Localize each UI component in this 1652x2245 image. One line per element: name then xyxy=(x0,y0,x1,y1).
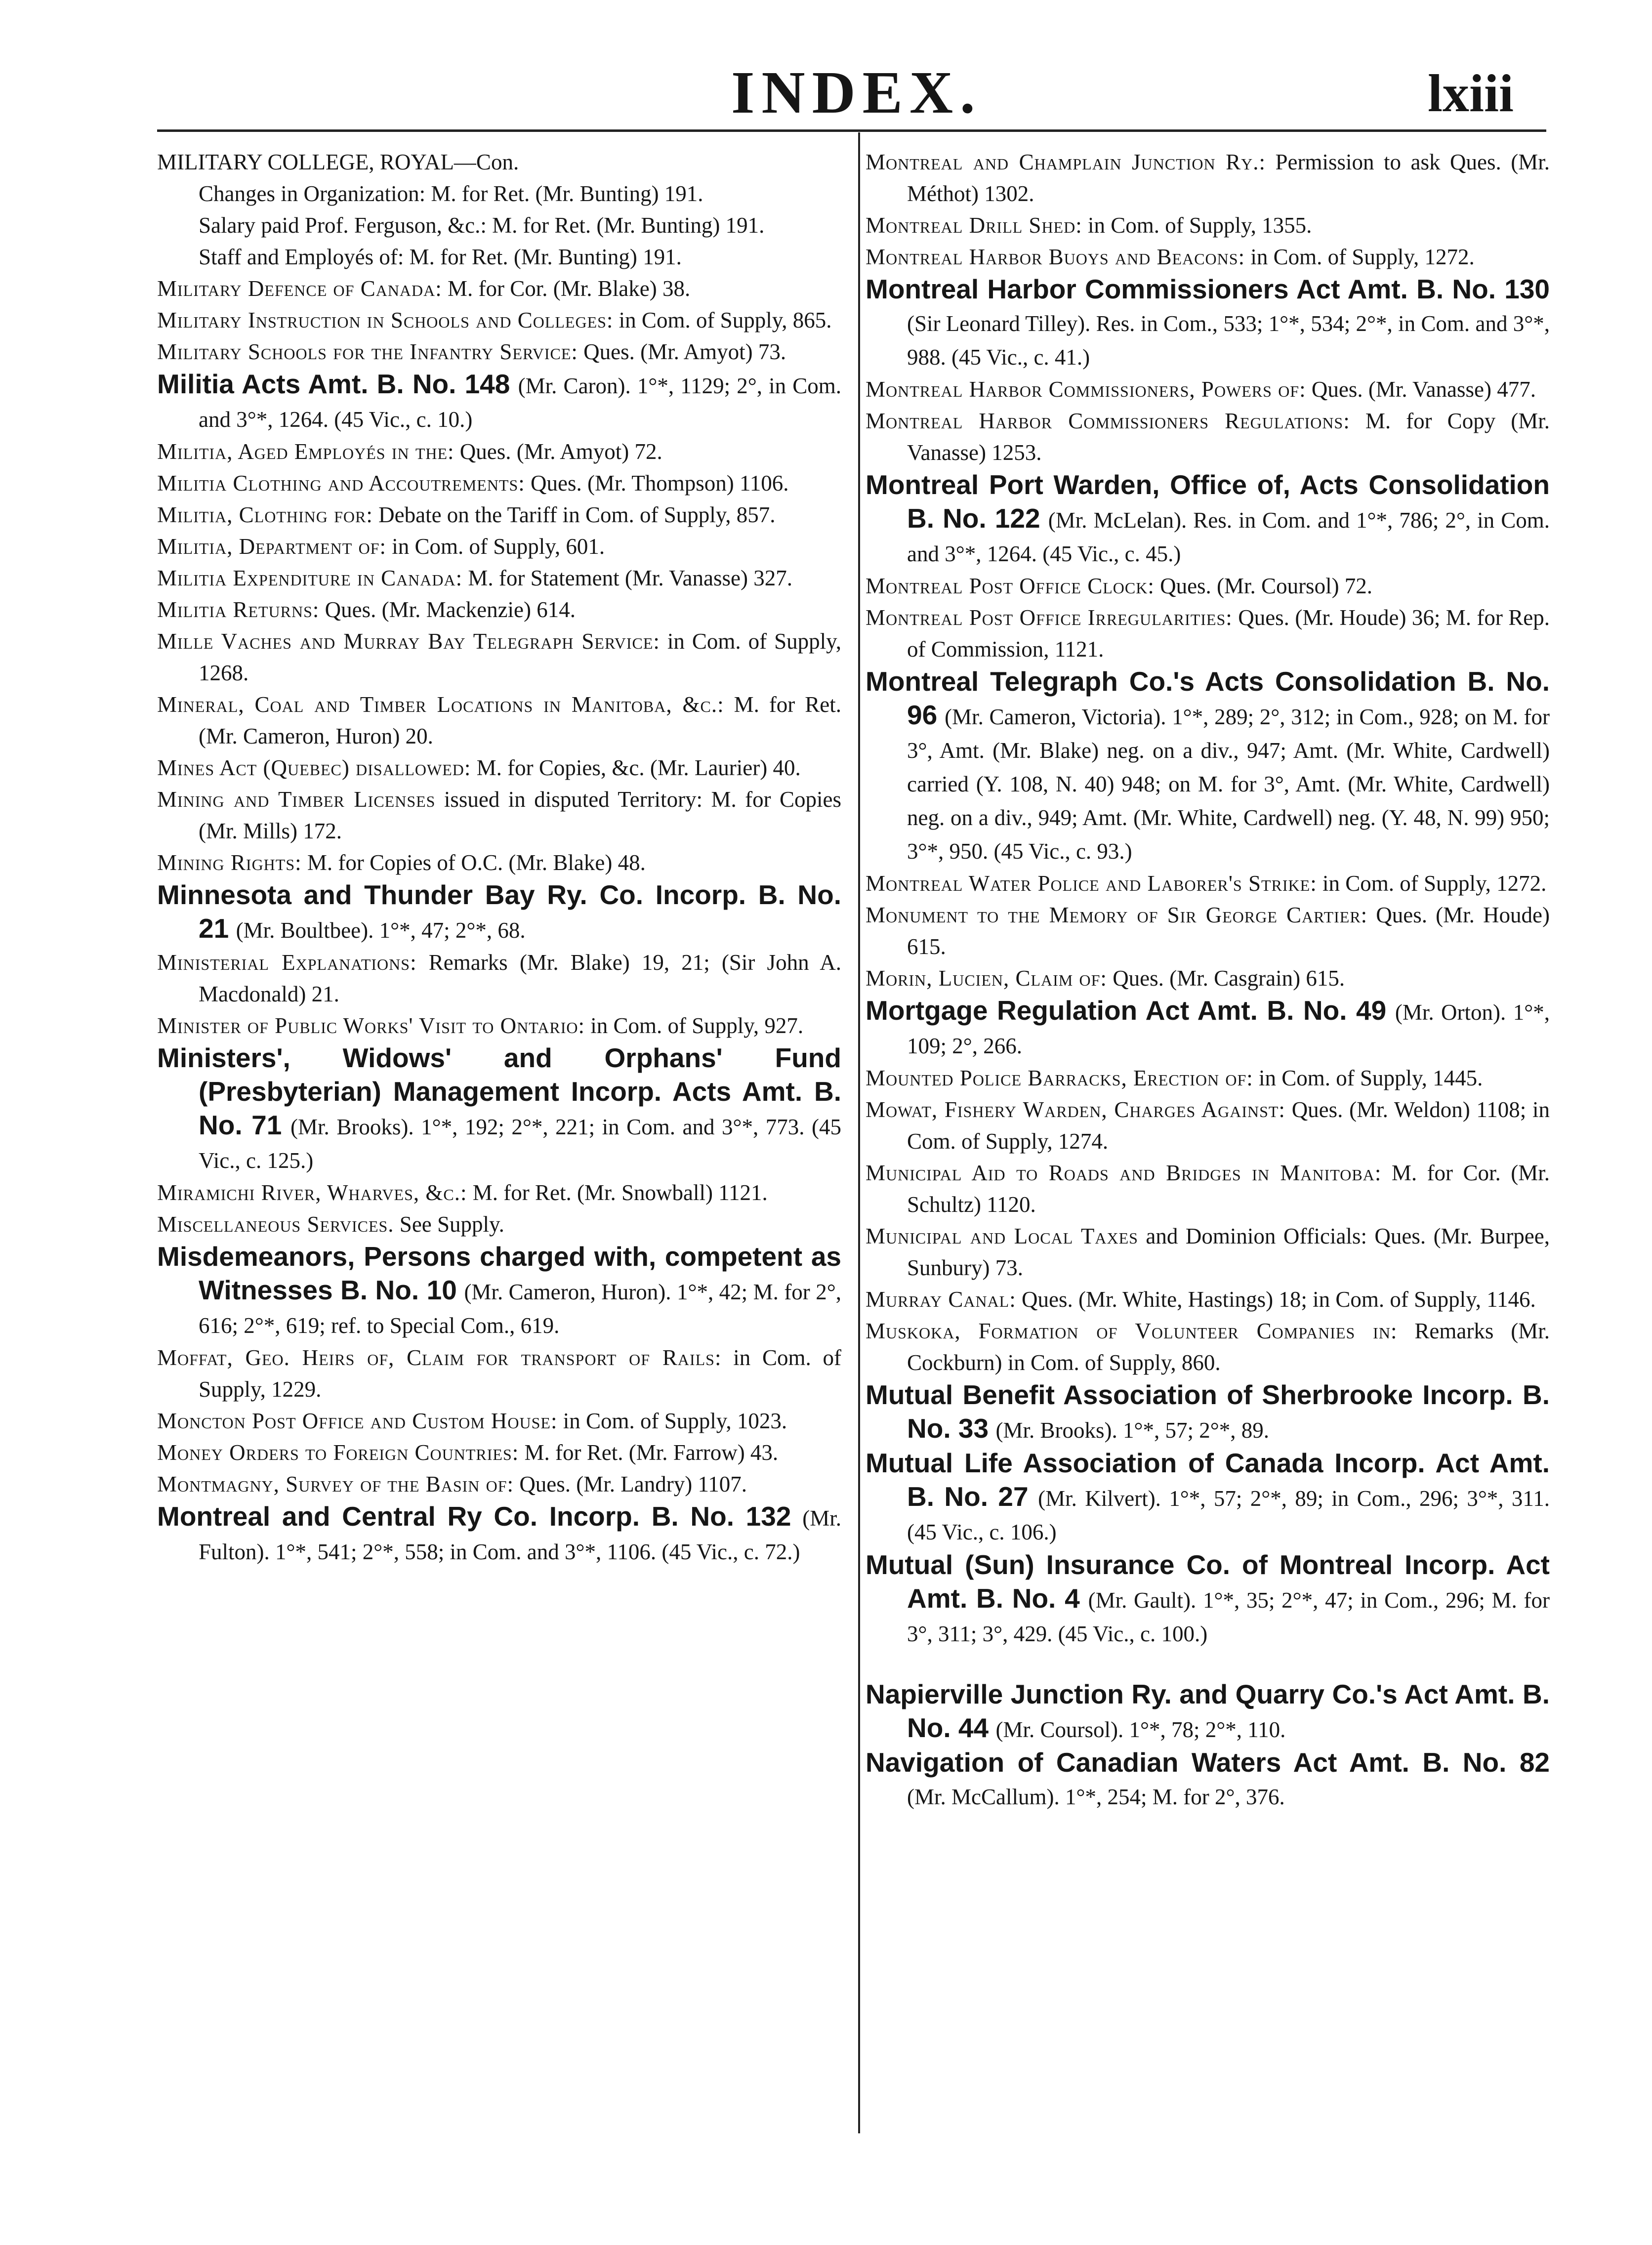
index-entry xyxy=(157,178,841,209)
index-entry xyxy=(866,1746,1550,1813)
index-entry-references: in Com. of Supply, 1272. xyxy=(1322,871,1547,896)
index-entry-references: Remarks (Mr. Blake) 19, 21; (Sir John A. Macdonald) 21. xyxy=(199,950,841,1006)
index-entry xyxy=(866,209,1550,241)
index-entry-heading: Militia, Clothing for: xyxy=(157,502,373,527)
index-entry xyxy=(866,1378,1550,1447)
index-entry xyxy=(866,1062,1550,1094)
index-entry xyxy=(157,625,841,689)
index-entry xyxy=(157,562,841,594)
index-entry-heading: Misdemeanors, Persons charged with, competent as Witnesses B. No. 10 xyxy=(157,1241,841,1305)
index-entry xyxy=(866,665,1550,868)
index-entry xyxy=(157,594,841,625)
index-entry xyxy=(157,436,841,467)
index-entry-heading: Mutual Life Association of Canada Incorp. Act Amt. B. No. 27 xyxy=(866,1448,1550,1512)
index-entry xyxy=(157,209,841,241)
index-entry-references: (Mr. Kilvert). 1°*, 57; 2°*, 89; in Com., 296; 3°*, 311. (45 Vic., c. 106.) xyxy=(907,1486,1550,1544)
index-entry-references: M. for Copy (Mr. Vanasse) 1253. xyxy=(907,409,1550,465)
index-entry-heading: Militia Expenditure in Canada: xyxy=(157,566,463,590)
index-entry xyxy=(866,899,1550,962)
index-entry-references: (Mr. Cameron, Victoria). 1°*, 289; 2°, 312; in Com., 928; on M. for 3°, Amt. (Mr. Blake) neg. on a div., 947; Amt. (Mr. White, Cardwell) carried (Y. 108, N. 40) 948; on M. for 3°, Amt. (Mr. White, Cardwell) neg. on a div., 949; Amt. (Mr. White, Cardwell) neg. (Y. 48, N. 99) 950; 3°*, 950. (45 Vic., c. 93.) xyxy=(907,705,1550,864)
index-entry xyxy=(157,1010,841,1041)
index-entry-heading: Montreal Harbor Commissioners, Powers of: xyxy=(866,377,1306,402)
index-entry-heading: Military Schools for the Infantry Service: xyxy=(157,339,578,364)
index-entry-heading: Moncton Post Office and Custom House: xyxy=(157,1409,558,1433)
index-column-left xyxy=(157,146,841,1568)
index-entry-heading: Murray Canal: xyxy=(866,1287,1016,1312)
index-column-right xyxy=(866,146,1550,1813)
index-entry-references: Ques. (Mr. Vanasse) 477. xyxy=(1311,377,1536,402)
index-entry-heading: Mortgage Regulation Act Amt. B. No. 49 xyxy=(866,995,1387,1026)
index-entry xyxy=(157,1500,841,1568)
index-entry-references: Ques. (Mr. Weldon) 1108; in Com. of Supply, 1274. xyxy=(907,1097,1550,1154)
index-entry xyxy=(866,962,1550,994)
index-entry-references: in Com. of Supply, 927. xyxy=(590,1013,804,1038)
page-number: lxiii xyxy=(1428,64,1514,123)
index-entry-heading: Monument to the Memory of Sir George Cartier: xyxy=(866,903,1368,927)
index-entry-references: M. for Ret. (Mr. Snowball) 1121. xyxy=(472,1180,768,1205)
index-entry xyxy=(157,1208,841,1240)
index-entry-references: Ques. (Mr. Mackenzie) 614. xyxy=(325,597,576,622)
index-entry-heading: Montmagny, Survey of the Basin of: xyxy=(157,1472,514,1497)
index-entry-references: Remarks (Mr. Cockburn) in Com. of Supply, 860. xyxy=(907,1319,1550,1375)
index-entry-references: M. for Statement (Mr. Vanasse) 327. xyxy=(468,566,792,590)
index-entry xyxy=(866,146,1550,209)
index-entry-references: (Mr. Brooks). 1°*, 57; 2°*, 89. xyxy=(995,1418,1270,1443)
index-entry-heading: Miramichi River, Wharves, &c.: xyxy=(157,1180,467,1205)
index-entry-heading: Montreal Post Office Clock: xyxy=(866,574,1155,598)
index-entry-heading: Napierville Junction Ry. and Quarry Co.'s Act Amt. B. No. 44 xyxy=(866,1679,1550,1743)
index-entry-references: (Sir Leonard Tilley). Res. in Com., 533; 1°*, 534; 2°*, in Com. and 3°*, 988. (45 Vic., c. 41.) xyxy=(907,311,1550,370)
index-entry xyxy=(157,1240,841,1342)
index-entry-references: Ques. (Mr. Houde) 36; M. for Rep. of Commission, 1121. xyxy=(907,605,1550,662)
index-entry-references: M. for Cor. (Mr. Schultz) 1120. xyxy=(907,1161,1550,1217)
index-entry-references: (Mr. Boultbee). 1°*, 47; 2°*, 68. xyxy=(236,918,526,943)
index-entry xyxy=(157,1405,841,1437)
index-entry-heading: Moffat, Geo. Heirs of, Claim for transport of Rails: xyxy=(157,1345,722,1370)
index-entry-heading: Minnesota and Thunder Bay Ry. Co. Incorp. B. No. 21 xyxy=(157,879,841,944)
index-entry-references: (Mr. Caron). 1°*, 1129; 2°, in Com. and 3°*, 1264. (45 Vic., c. 10.) xyxy=(199,374,841,432)
index-entry xyxy=(866,1284,1550,1315)
index-entry-heading: Mounted Police Barracks, Erection of: xyxy=(866,1066,1253,1090)
index-entry-references: in Com. of Supply, 1268. xyxy=(199,629,841,685)
index-entry xyxy=(157,336,841,368)
index-entry-heading: MILITARY COLLEGE, ROYAL—Con. xyxy=(157,150,519,174)
index-entry-references: in Com. of Supply, 1023. xyxy=(563,1409,787,1433)
index-entry-references: (Mr. McCallum). 1°*, 254; M. for 2°, 376. xyxy=(907,1785,1285,1809)
index-entry-heading: Mowat, Fishery Warden, Charges Against: xyxy=(866,1097,1285,1122)
index-entry-references: in Com. of Supply, 1272. xyxy=(1250,245,1475,269)
index-entry-heading: Montreal Post Office Irregularities: xyxy=(866,605,1233,630)
index-entry xyxy=(157,1468,841,1500)
index-entry xyxy=(157,689,841,752)
index-entry-references: (Mr. Brooks). 1°*, 192; 2°*, 221; in Com. and 3°*, 773. (45 Vic., c. 125.) xyxy=(199,1115,841,1173)
index-entry xyxy=(866,570,1550,602)
index-entry xyxy=(157,1437,841,1468)
index-entry xyxy=(157,784,841,847)
index-entry-references: M. for Ret. (Mr. Farrow) 43. xyxy=(524,1440,779,1465)
index-entry xyxy=(866,468,1550,570)
index-entry-references: in Com. of Supply, 1229. xyxy=(199,1345,841,1402)
index-entry-heading: Montreal Harbor Commissioners Regulations: xyxy=(866,409,1350,433)
column-divider xyxy=(858,132,860,2133)
index-entry xyxy=(866,1678,1550,1746)
index-entry-references: in Com. of Supply, 1355. xyxy=(1087,213,1312,238)
index-entry xyxy=(157,499,841,531)
index-entry-heading: Military Instruction in Schools and Colleges: xyxy=(157,308,614,333)
index-entry xyxy=(866,273,1550,374)
index-entry xyxy=(866,1447,1550,1548)
index-entry-references: Ques. (Mr. Landry) 1107. xyxy=(519,1472,747,1497)
index-entry-heading: Militia, Aged Employés in the: xyxy=(157,439,454,464)
index-entry-references: Staff and Employés of: M. for Ret. (Mr. Bunting) 191. xyxy=(199,245,682,269)
index-entry-heading: Militia, Department of: xyxy=(157,534,386,559)
index-entry xyxy=(866,1157,1550,1220)
index-entry-heading: Ministerial Explanations: xyxy=(157,950,417,975)
index-entry-references: in Com. of Supply, 601. xyxy=(392,534,605,559)
index-entry-heading: Miscellaneous Services. xyxy=(157,1212,394,1237)
index-entry-references: Ques. (Mr. Thompson) 1106. xyxy=(531,471,789,496)
index-entry-references: (Mr. Gault). 1°*, 35; 2°*, 47; in Com., 296; M. for 3°, 311; 3°, 429. (45 Vic., c. 100.) xyxy=(907,1588,1550,1646)
index-entry-references: Ques. (Mr. Casgrain) 615. xyxy=(1113,966,1345,991)
index-entry-references: issued in disputed Territory: M. for Copies (Mr. Mills) 172. xyxy=(199,787,841,843)
index-entry-heading: Montreal and Central Ry Co. Incorp. B. No. 132 xyxy=(157,1501,791,1532)
index-entry-heading: Municipal Aid to Roads and Bridges in Manitoba: xyxy=(866,1161,1382,1185)
index-entry-references: in Com. of Supply, 1445. xyxy=(1259,1066,1483,1090)
index-entry-references: Ques. (Mr. Amyot) 73. xyxy=(583,339,786,364)
page-title: INDEX. xyxy=(731,59,982,126)
index-entry-heading: Minister of Public Works' Visit to Ontario: xyxy=(157,1013,585,1038)
index-entry xyxy=(157,531,841,562)
index-entry-references: M. for Copies of O.C. (Mr. Blake) 48. xyxy=(307,850,646,875)
index-entry xyxy=(157,1041,841,1177)
index-entry-references: (Mr. Orton). 1°*, 109; 2°, 266. xyxy=(907,1000,1550,1058)
index-entry-heading: Mutual (Sun) Insurance Co. of Montreal Incorp. Act Amt. B. No. 4 xyxy=(866,1549,1550,1614)
index-entry-references: Ques. (Mr. Houde) 615. xyxy=(907,903,1550,959)
index-entry-heading: Morin, Lucien, Claim of: xyxy=(866,966,1107,991)
index-entry-references: M. for Ret. (Mr. Cameron, Huron) 20. xyxy=(199,692,841,748)
index-entry-heading: Militia Acts Amt. B. No. 148 xyxy=(157,369,510,399)
index-entry-heading: Montreal Harbor Buoys and Beacons: xyxy=(866,245,1245,269)
index-entry-references: M. for Copies, &c. (Mr. Laurier) 40. xyxy=(476,755,801,780)
index-entry-heading: Montreal Harbor Commissioners Act Amt. B. No. 130 xyxy=(866,274,1550,304)
index-entry-heading: Militia Returns: xyxy=(157,597,320,622)
index-entry-heading: Money Orders to Foreign Countries: xyxy=(157,1440,519,1465)
index-entry-references: Debate on the Tariff in Com. of Supply, 857. xyxy=(378,502,776,527)
index-entry xyxy=(866,374,1550,405)
page-header xyxy=(0,0,1652,148)
index-entry xyxy=(157,752,841,784)
index-entry xyxy=(157,1342,841,1405)
index-entry-heading: Ministers', Widows' and Orphans' Fund (Presbyterian) Management Incorp. Acts Amt. B. No. 71 xyxy=(157,1042,841,1140)
index-entry xyxy=(866,1094,1550,1157)
index-entry xyxy=(866,1220,1550,1284)
index-entry-heading: Montreal Telegraph Co.'s Acts Consolidation B. No. 96 xyxy=(866,666,1550,730)
index-entry-references: Ques. (Mr. White, Hastings) 18; in Com. of Supply, 1146. xyxy=(1021,1287,1536,1312)
index-entry xyxy=(866,1548,1550,1650)
index-entry xyxy=(157,304,841,336)
index-entry-heading: Mille Vaches and Murray Bay Telegraph Service: xyxy=(157,629,660,654)
index-entry xyxy=(157,878,841,947)
index-entry xyxy=(157,847,841,878)
index-entry-heading: Montreal Water Police and Laborer's Strike: xyxy=(866,871,1317,896)
index-entry-heading: Montreal Port Warden, Office of, Acts Consolidation B. No. 122 xyxy=(866,469,1550,534)
header-rule xyxy=(157,129,1546,132)
index-entry-heading: Municipal and Local Taxes xyxy=(866,1224,1138,1248)
index-entry xyxy=(866,602,1550,665)
index-entry-references: (Mr. Cameron, Huron). 1°*, 42; M. for 2°, 616; 2°*, 619; ref. to Special Com., 619. xyxy=(199,1280,841,1338)
index-entry-heading: Mutual Benefit Association of Sherbrooke Incorp. B. No. 33 xyxy=(866,1379,1550,1444)
index-entry xyxy=(157,368,841,436)
index-entry xyxy=(157,467,841,499)
index-entry xyxy=(157,273,841,304)
index-entry xyxy=(866,1315,1550,1378)
index-entry xyxy=(157,241,841,273)
index-entry-heading: Militia Clothing and Accoutrements: xyxy=(157,471,525,496)
index-entry-references: in Com. of Supply, 865. xyxy=(619,308,832,333)
index-entry xyxy=(866,868,1550,899)
index-entry-heading: Montreal and Champlain Junction Ry.: xyxy=(866,150,1266,174)
index-entry-references: (Mr. Coursol). 1°*, 78; 2°*, 110. xyxy=(995,1717,1286,1742)
index-entry-references: Changes in Organization: M. for Ret. (Mr. Bunting) 191. xyxy=(199,181,703,206)
index-entry-heading: Mining and Timber Licenses xyxy=(157,787,436,812)
index-entry-heading: Montreal Drill Shed: xyxy=(866,213,1082,238)
index-entry-references: Salary paid Prof. Ferguson, &c.: M. for Ret. (Mr. Bunting) 191. xyxy=(199,213,765,238)
index-entry-references: See Supply. xyxy=(399,1212,504,1237)
index-entry-references: and Dominion Officials: Ques. (Mr. Burpee, Sunbury) 73. xyxy=(907,1224,1550,1280)
index-entry-heading: Mines Act (Quebec) disallowed: xyxy=(157,755,471,780)
index-entry xyxy=(866,994,1550,1062)
index-entry-references: M. for Cor. (Mr. Blake) 38. xyxy=(448,276,691,301)
index-entry xyxy=(866,405,1550,468)
index-entry-heading: Mining Rights: xyxy=(157,850,302,875)
index-entry-heading: Muskoka, Formation of Volunteer Companies in: xyxy=(866,1319,1398,1343)
index-entry-references: Ques. (Mr. Coursol) 72. xyxy=(1160,574,1373,598)
index-entry xyxy=(157,146,841,178)
index-entry-heading: Mineral, Coal and Timber Locations in Manitoba, &c.: xyxy=(157,692,724,717)
index-entry xyxy=(866,241,1550,273)
index-entry xyxy=(157,947,841,1010)
index-entry-references: Permission to ask Ques. (Mr. Méthot) 1302. xyxy=(907,150,1550,206)
index-entry-heading: Military Defence of Canada: xyxy=(157,276,442,301)
index-entry-references: Ques. (Mr. Amyot) 72. xyxy=(459,439,662,464)
index-entry-references: (Mr. Fulton). 1°*, 541; 2°*, 558; in Com. and 3°*, 1106. (45 Vic., c. 72.) xyxy=(199,1506,842,1564)
index-entry xyxy=(157,1177,841,1208)
index-entry-references: (Mr. McLelan). Res. in Com. and 1°*, 786; 2°, in Com. and 3°*, 1264. (45 Vic., c. 45.) xyxy=(907,508,1550,566)
index-entry-heading: Navigation of Canadian Waters Act Amt. B. No. 82 xyxy=(866,1747,1550,1778)
